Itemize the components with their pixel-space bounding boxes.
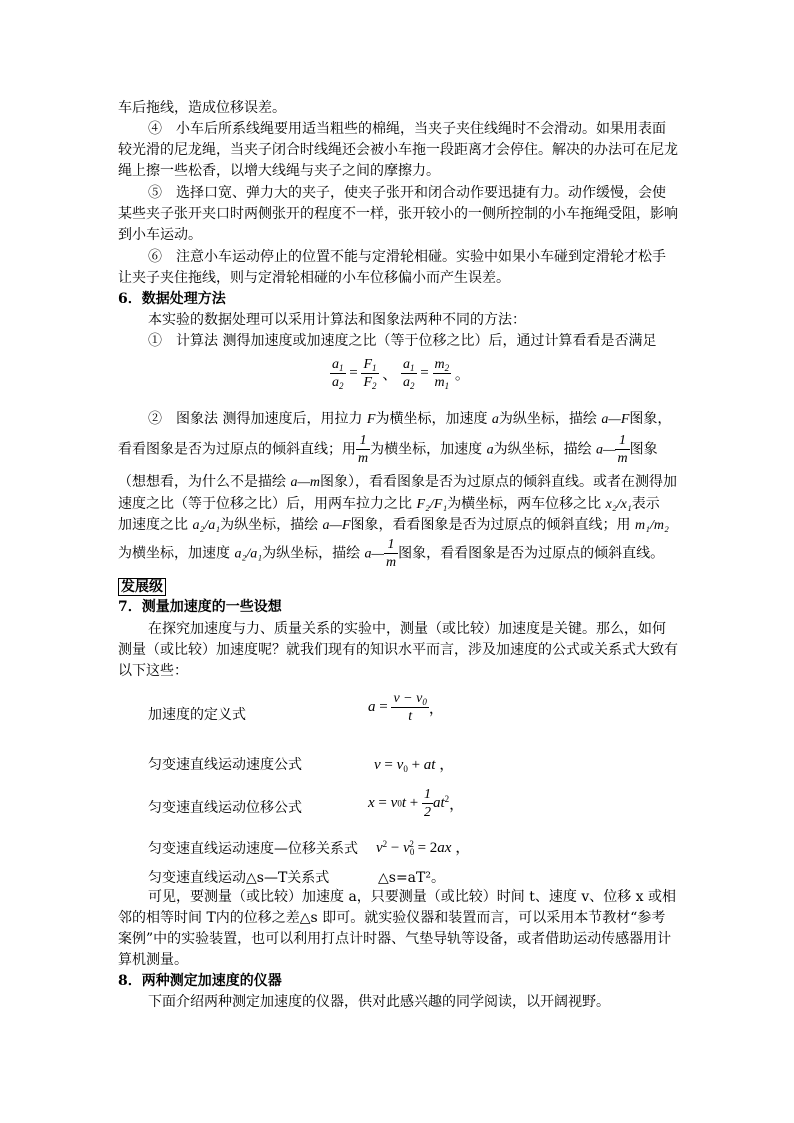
formula-velocity: $v = v_0$ + at ， bbox=[374, 757, 455, 774]
text-segment: 图象），看看图象是否为过原点的倾斜直线。或者在测得加 bbox=[320, 474, 678, 490]
section-heading-6: 6．数据处理方法 bbox=[118, 291, 226, 307]
text-segment: 图象，看看图象是否为过原点的倾斜直线；用 bbox=[350, 517, 635, 533]
var-a2-a1: a₂/a₁ bbox=[234, 546, 263, 562]
paragraph-line: 某些夹子张开夹口时两侧张开的程度不一样，张开较小的一侧所控制的小车拖绳受阻，影响 bbox=[118, 206, 678, 222]
var-a: a— bbox=[364, 546, 384, 562]
paragraph-line bbox=[118, 516, 688, 535]
fraction-a1-a2: $\frac{a_1}{a_2}$ bbox=[403, 357, 415, 391]
separator: 、 bbox=[382, 367, 398, 383]
paragraph-line bbox=[118, 432, 688, 468]
var-F2-F1: F₂/F₁ bbox=[416, 497, 448, 512]
var-a2-a1: a₂/a₁ bbox=[192, 518, 221, 533]
text-segment: 为横坐标，两车位移之比 bbox=[447, 496, 606, 512]
paragraph-line: 在探究加速度与力、质量关系的实验中，测量（或比较）加速度是关键。那么，如何 bbox=[148, 621, 666, 637]
paragraph-line: 车后拖线，造成位移误差。 bbox=[118, 100, 286, 116]
paragraph-line bbox=[148, 410, 718, 429]
paragraph-line: 算机测量。 bbox=[118, 952, 188, 968]
formula-label-definition: 加速度的定义式 bbox=[148, 707, 246, 723]
paragraph-line: ① 计算法 测得加速度或加速度之比（等于位移之比）后，通过计算看看是否满足 bbox=[148, 333, 657, 349]
formula-velocity-displacement: $v^2 - v_0^2 = 2ax$ ， bbox=[376, 839, 471, 857]
fraction-1-m: $\frac{1}{m}$ bbox=[385, 537, 397, 570]
var-a: a bbox=[486, 442, 494, 458]
var-a-m: a—m bbox=[290, 475, 321, 490]
text-segment: 为横坐标，加速度 bbox=[118, 545, 235, 562]
formula-label-delta-s: 匀变速直线运动△s—T关系式 bbox=[148, 870, 330, 886]
paragraph-line bbox=[118, 473, 688, 492]
fraction-1-m: $\frac{1}{m}$ bbox=[617, 433, 628, 466]
paragraph-line: ⑥ 注意小车运动停止的位置不能与定滑轮相碰。实验中如果小车碰到定滑轮才松手 bbox=[148, 249, 666, 265]
text-segment: 为纵坐标，描绘 bbox=[493, 441, 597, 458]
text-segment: ② 图象法 测得加速度后，用拉力 bbox=[148, 411, 367, 427]
text-segment: 图象，看看图象是否为过原点的倾斜直线。 bbox=[398, 545, 665, 562]
paragraph-line bbox=[118, 495, 688, 514]
section-heading-7: 7．测量加速度的一些设想 bbox=[118, 599, 282, 615]
paragraph-line: ⑤ 选择口宽、弹力大的夹子，使夹子张开和闭合动作要迅捷有力。动作缓慢，会使 bbox=[148, 185, 666, 201]
boxed-heading: 发展级 bbox=[118, 578, 166, 596]
var-F: F bbox=[366, 412, 376, 427]
text-segment: 为纵坐标，描绘 bbox=[498, 411, 602, 427]
fraction-v-v0-t: $\frac{v - v_0}{t}$ bbox=[393, 691, 427, 724]
fraction-1-m: $\frac{1}{m}$ bbox=[358, 433, 369, 466]
paragraph-line: ④ 小车后所系线绳要用适当粗些的棉绳，当夹子夹住线绳时不会滑动。如果用表面 bbox=[148, 121, 666, 137]
formula-label-velocity: 匀变速直线运动速度公式 bbox=[148, 757, 302, 773]
formula-label-velocity-displacement: 匀变速直线运动速度—位移关系式 bbox=[148, 841, 358, 857]
text-segment: 为横坐标，加速度 bbox=[370, 441, 487, 458]
formula-displacement: x = v0t + $\frac{1}{2}$ $at^2$， bbox=[368, 787, 465, 820]
paragraph-line: 案例”中的实验装置，也可以利用打点计时器、气垫导轨等设备，或者借助运动传感器用计 bbox=[118, 931, 672, 947]
var-a: a bbox=[491, 412, 499, 427]
fraction-m2-m1: $\frac{m_2}{m_1}$ bbox=[434, 357, 450, 391]
formula-definition: a = $\frac{v - v_0}{t}$ ， bbox=[368, 691, 444, 724]
var-a-F: a—F bbox=[322, 518, 351, 533]
paragraph-line: 到小车运动。 bbox=[118, 227, 202, 243]
fraction-a1-a2: $\frac{a_1}{a_2}$ bbox=[332, 357, 344, 391]
paragraph-line: 绳上擦一些松香，以增大线绳与夹子之间的摩擦力。 bbox=[118, 163, 440, 179]
var-m1-m2: m₁/m₂ bbox=[634, 518, 669, 533]
text-segment: 看看图象是否为过原点的倾斜直线；用 bbox=[118, 441, 356, 458]
text-segment: 为纵坐标，描绘 bbox=[220, 517, 323, 533]
fraction-F1-F2: $\frac{F_1}{F_2}$ bbox=[363, 357, 377, 391]
paragraph-line: 让夹子夹住拖线，则与定滑轮相碰的小车位移偏小而产生误差。 bbox=[118, 270, 510, 286]
paragraph-line: 可见，要测量（或比较）加速度 a，只要测量（或比较）时间 t、速度 v、位移 x 或相 bbox=[148, 889, 677, 905]
formula-label-displacement: 匀变速直线运动位移公式 bbox=[148, 800, 302, 816]
ratio-formula: $\frac{a_1}{a_2}$ = $\frac{F_1}{F_2}$ 、 $\frac{a_1}{a_2}$ = $\frac{m_2}{m_1}$ 。 bbox=[332, 357, 470, 391]
paragraph-line: 下面介绍两种测定加速度的仪器，供对此感兴趣的同学阅读，以开阔视野。 bbox=[148, 994, 610, 1010]
text-segment: 为横坐标，加速度 bbox=[375, 411, 492, 427]
paragraph-line: 以下这些： bbox=[118, 663, 188, 679]
formula-delta-s: △s=aT²。 bbox=[378, 870, 445, 886]
text-segment: 为纵坐标，描绘 bbox=[262, 545, 365, 562]
text-segment: （想想看，为什么不是描绘 bbox=[118, 474, 291, 490]
var-a-F: a—F bbox=[601, 412, 630, 427]
section-heading-development bbox=[118, 578, 688, 596]
fraction-1-2: $\frac{1}{2}$ bbox=[423, 787, 431, 820]
paragraph-line bbox=[118, 536, 688, 572]
var-x2-x1: x₂/x₁ bbox=[605, 497, 632, 512]
section-heading-8: 8．两种测定加速度的仪器 bbox=[118, 973, 282, 989]
var-a: a— bbox=[596, 442, 616, 458]
text-segment: 速度之比（等于位移之比）后，用两车拉力之比 bbox=[118, 496, 417, 512]
text-segment: 图象， bbox=[629, 411, 672, 427]
paragraph-line: 邻的相等时间 T内的位移之差△s 即可。就实验仪器和装置而言，可以采用本节教材“参考 bbox=[118, 910, 666, 926]
paragraph-line: 本实验的数据处理可以采用计算法和图象法两种不同的方法： bbox=[148, 312, 526, 328]
text-segment: 图象 bbox=[629, 441, 658, 458]
text-segment: 表示 bbox=[631, 496, 660, 512]
period: 。 bbox=[454, 367, 470, 383]
text-segment: 加速度之比 bbox=[118, 517, 193, 533]
paragraph-line: 测量（或比较）加速度呢？就我们现有的知识水平而言，涉及加速度的公式或关系式大致有 bbox=[118, 642, 678, 658]
paragraph-line: 较光滑的尼龙绳，当夹子闭合时线绳还会被小车拖一段距离才会停住。解决的办法可在尼龙 bbox=[118, 142, 678, 158]
